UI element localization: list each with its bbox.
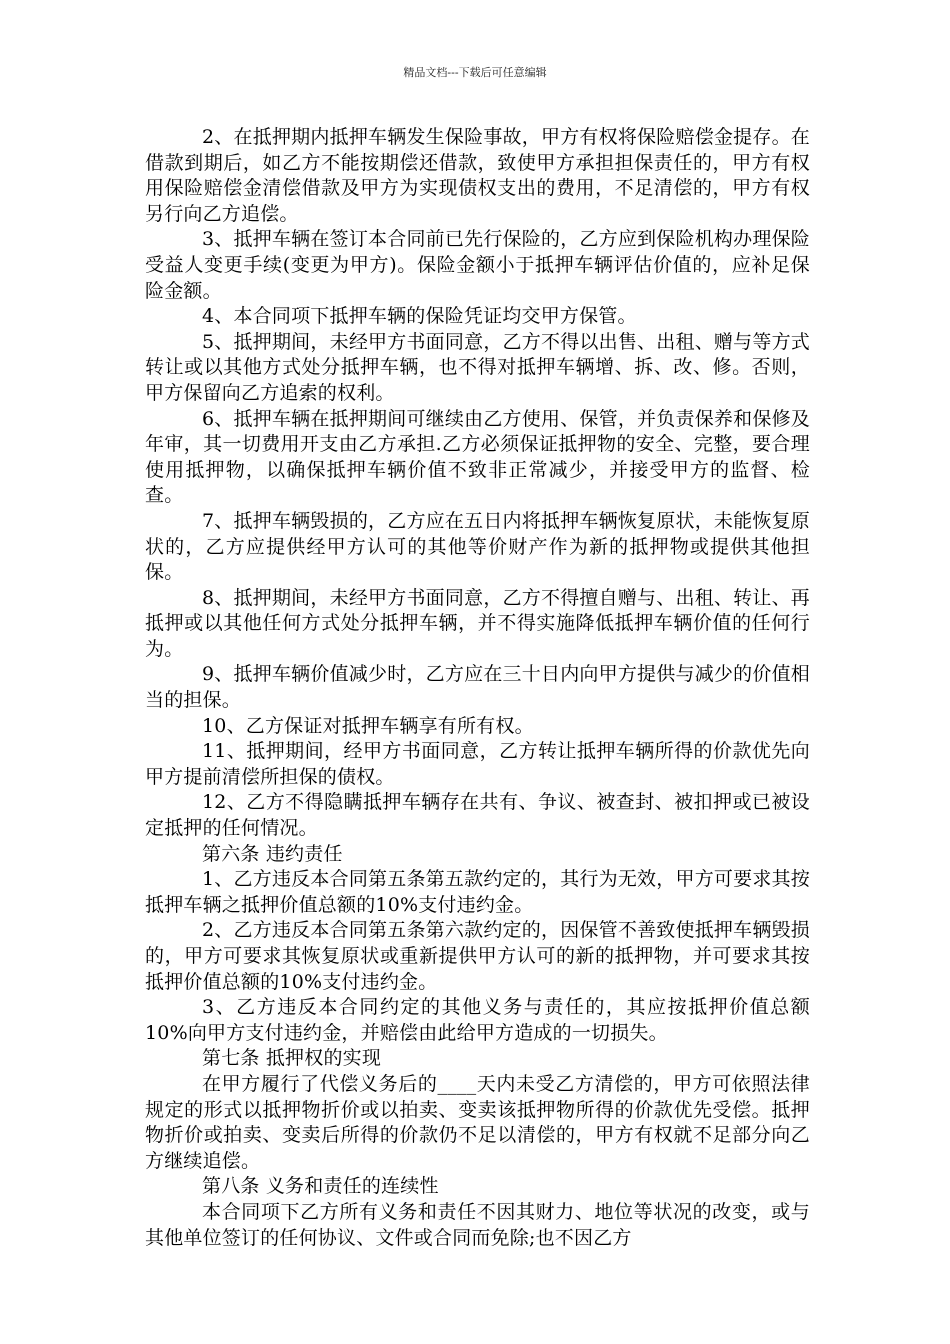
clause-paragraph: 5、抵押期间，未经甲方书面同意，乙方不得以出售、出租、赠与等方式转让或以其他方式处分抵押车辆，也不得对抵押车辆增、拆、改、修。否则，甲方保留向乙方追索的权利。 <box>145 330 810 404</box>
clause-paragraph: 本合同项下乙方所有义务和责任不因其财力、地位等状况的改变，或与其他单位签订的任何协议、文件或合同而免除;也不因乙方 <box>145 1200 810 1249</box>
clause-paragraph: 3、抵押车辆在签订本合同前已先行保险的，乙方应到保险机构办理保险受益人变更手续(变更为甲方)。保险金额小于抵押车辆评估价值的，应补足保险金额。 <box>145 228 810 302</box>
clause-paragraph: 12、乙方不得隐瞒抵押车辆存在共有、争议、被查封、被扣押或已被设定抵押的任何情况。 <box>145 791 810 840</box>
document-body <box>145 125 810 1251</box>
clause-paragraph: 9、抵押车辆价值减少时，乙方应在三十日内向甲方提供与减少的价值相当的担保。 <box>145 663 810 712</box>
clause-paragraph: 2、乙方违反本合同第五条第六款约定的，因保管不善致使抵押车辆毁损的，甲方可要求其恢复原状或重新提供甲方认可的新的抵押物，并可要求其按抵押价值总额的10%支付违约金。 <box>145 919 810 993</box>
clause-paragraph: 1、乙方违反本合同第五条第五款约定的，其行为无效，甲方可要求其按抵押车辆之抵押价值总额的10%支付违约金。 <box>145 868 810 916</box>
clause-paragraph: 11、抵押期间，经甲方书面同意，乙方转让抵押车辆所得的价款优先向甲方提前清偿所担保的债权。 <box>145 740 810 788</box>
clause-paragraph: 3、乙方违反本合同约定的其他义务与责任的，其应按抵押价值总额10%向甲方支付违约金，并赔偿由此给甲方造成的一切损失。 <box>145 996 810 1044</box>
clause-paragraph: 7、抵押车辆毁损的，乙方应在五日内将抵押车辆恢复原状，未能恢复原状的，乙方应提供经甲方认可的其他等价财产作为新的抵押物或提供其他担保。 <box>145 509 810 584</box>
page-header: 精品文档---下载后可任意编辑 <box>403 66 547 79</box>
clause-paragraph: 10、乙方保证对抵押车辆享有所有权。 <box>202 714 534 737</box>
article-heading: 第六条 违约责任 <box>202 842 343 865</box>
clause-paragraph: 在甲方履行了代偿义务后的____天内未受乙方清偿的，甲方可依照法律规定的形式以抵押物折价或以拍卖、变卖该抵押物所得的价款优先受偿。抵押物折价或拍卖、变卖后所得的价款仍不足以清偿的，甲方有权就不足部分向乙方继续追偿。 <box>145 1072 810 1172</box>
clause-paragraph: 2、在抵押期内抵押车辆发生保险事故，甲方有权将保险赔偿金提存。在借款到期后，如乙方不能按期偿还借款，致使甲方承担担保责任的，甲方有权用保险赔偿金清偿借款及甲方为实现债权支出的费用，不足清偿的，甲方有权另行向乙方追偿。 <box>145 126 810 225</box>
clause-paragraph: 8、抵押期间，未经甲方书面同意，乙方不得擅自赠与、出租、转让、再抵押或以其他任何方式处分抵押车辆，并不得实施降低抵押车辆价值的任何行为。 <box>145 586 810 660</box>
clause-paragraph: 4、本合同项下抵押车辆的保险凭证均交甲方保管。 <box>202 305 637 328</box>
clause-paragraph: 6、抵押车辆在抵押期间可继续由乙方使用、保管，并负责保养和保修及年审，其一切费用开支由乙方承担.乙方必须保证抵押物的安全、完整，要合理使用抵押物，以确保抵押车辆价值不致非正常减少，并接受甲方的监督、检查。 <box>145 407 810 507</box>
article-heading: 第八条 义务和责任的连续性 <box>202 1175 439 1198</box>
article-heading: 第七条 抵押权的实现 <box>202 1047 382 1070</box>
